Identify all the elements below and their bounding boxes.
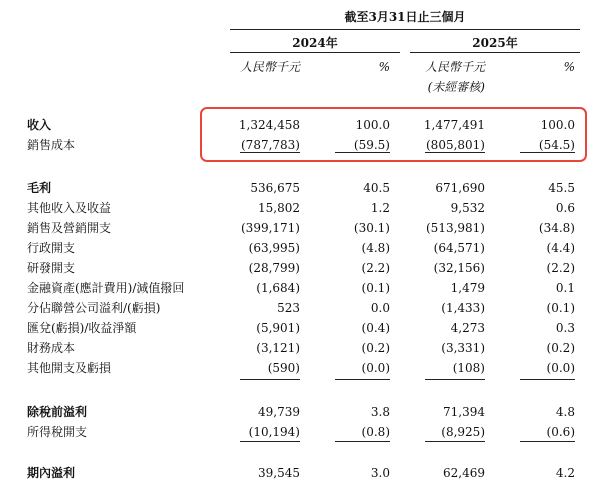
year-2024-header: 2024年 bbox=[292, 36, 338, 50]
row-financial-assets-pct-2024: (0.1) bbox=[361, 281, 390, 295]
row-income-tax-label: 所得稅開支 bbox=[27, 425, 88, 439]
row-other-expenses-value-2025: (108) bbox=[452, 361, 485, 375]
row-selling-expenses-pct-2024: (30.1) bbox=[353, 221, 390, 235]
row-profit-before-tax-pct-2024: 3.8 bbox=[370, 405, 390, 419]
row-gross-profit-pct-2024: 40.5 bbox=[363, 181, 390, 195]
row-rd-expenses-label: 研發開支 bbox=[27, 261, 76, 275]
row-gross-profit-pct-2025: 45.5 bbox=[548, 181, 575, 195]
row-financial-assets-pct-2025: 0.1 bbox=[555, 281, 575, 295]
row-admin-expenses-label: 行政開支 bbox=[27, 241, 76, 255]
row-admin-expenses-value-2024: (63,995) bbox=[248, 241, 300, 255]
underline-tax-p2025 bbox=[520, 441, 575, 442]
row-admin-expenses-value-2025: (64,571) bbox=[433, 241, 485, 255]
unit-pct-2025: % bbox=[563, 60, 575, 74]
row-rd-expenses-value-2024: (28,799) bbox=[248, 261, 300, 275]
period-header: 截至3月31日止三個月 bbox=[344, 10, 466, 24]
row-revenue-pct-2024: 100.0 bbox=[355, 118, 390, 132]
revenue-highlight-box bbox=[200, 107, 587, 162]
unit-pct-2024: % bbox=[378, 60, 390, 74]
row-share-of-associates-value-2025: (1,433) bbox=[441, 301, 485, 315]
row-income-tax-pct-2025: (0.6) bbox=[546, 425, 575, 439]
underline-other-expenses-v2024 bbox=[240, 379, 300, 380]
year-2024-underline bbox=[230, 52, 400, 53]
period-underline bbox=[230, 29, 580, 30]
row-finance-costs-value-2024: (3,121) bbox=[256, 341, 300, 355]
row-selling-expenses-value-2025: (513,981) bbox=[426, 221, 485, 235]
row-exchange-label: 匯兌(虧損)/收益淨額 bbox=[27, 321, 137, 335]
row-gross-profit-value-2025: 671,690 bbox=[435, 181, 485, 195]
underline-other-expenses-p2025 bbox=[520, 379, 575, 380]
row-profit-for-period-value-2024: 39,545 bbox=[258, 466, 300, 480]
row-revenue-value-2025: 1,477,491 bbox=[423, 118, 485, 132]
row-financial-assets-value-2025: 1,479 bbox=[450, 281, 485, 295]
underline-other-expenses-v2025 bbox=[425, 379, 485, 380]
row-exchange-pct-2025: 0.3 bbox=[555, 321, 575, 335]
row-exchange-value-2024: (5,901) bbox=[256, 321, 300, 335]
row-profit-for-period-label: 期內溢利 bbox=[27, 466, 76, 480]
row-income-tax-value-2025: (8,925) bbox=[441, 425, 485, 439]
row-other-income-pct-2024: 1.2 bbox=[370, 201, 390, 215]
row-other-income-value-2025: 9,532 bbox=[450, 201, 485, 215]
row-admin-expenses-pct-2024: (4.8) bbox=[361, 241, 390, 255]
unit-rmb-2025: 人民幣千元 bbox=[424, 60, 485, 74]
row-profit-for-period-pct-2024: 3.0 bbox=[370, 466, 390, 480]
row-cost-of-sales-value-2025: (805,801) bbox=[426, 138, 485, 152]
row-other-income-value-2024: 15,802 bbox=[258, 201, 300, 215]
row-exchange-value-2025: 4,273 bbox=[450, 321, 485, 335]
row-other-expenses-value-2024: (590) bbox=[267, 361, 300, 375]
row-cost-of-sales-pct-2025: (54.5) bbox=[538, 138, 575, 152]
row-share-of-associates-pct-2025: (0.1) bbox=[546, 301, 575, 315]
row-selling-expenses-pct-2025: (34.8) bbox=[538, 221, 575, 235]
row-finance-costs-label: 財務成本 bbox=[27, 341, 76, 355]
row-profit-before-tax-pct-2025: 4.8 bbox=[555, 405, 575, 419]
row-other-expenses-pct-2024: (0.0) bbox=[361, 361, 390, 375]
row-share-of-associates-value-2024: 523 bbox=[277, 301, 300, 315]
row-financial-assets-label: 金融資產(應計費用)/減值撥回 bbox=[27, 281, 185, 295]
underline-tax-v2025 bbox=[425, 441, 485, 442]
year-2025-underline bbox=[410, 52, 580, 53]
row-profit-before-tax-value-2025: 71,394 bbox=[443, 405, 485, 419]
underline-other-expenses-p2024 bbox=[335, 379, 390, 380]
row-other-income-pct-2025: 0.6 bbox=[555, 201, 575, 215]
row-selling-expenses-label: 銷售及營銷開支 bbox=[27, 221, 112, 235]
row-selling-expenses-value-2024: (399,171) bbox=[241, 221, 300, 235]
row-admin-expenses-pct-2025: (4.4) bbox=[546, 241, 575, 255]
row-other-expenses-label: 其他開支及虧損 bbox=[27, 361, 112, 375]
row-other-expenses-pct-2025: (0.0) bbox=[546, 361, 575, 375]
underline-tax-v2024 bbox=[240, 441, 300, 442]
row-finance-costs-value-2025: (3,331) bbox=[441, 341, 485, 355]
row-rd-expenses-pct-2025: (2.2) bbox=[546, 261, 575, 275]
row-profit-before-tax-label: 除稅前溢利 bbox=[27, 405, 88, 419]
row-profit-for-period-value-2025: 62,469 bbox=[443, 466, 485, 480]
row-revenue-value-2024: 1,324,458 bbox=[238, 118, 300, 132]
row-finance-costs-pct-2025: (0.2) bbox=[546, 341, 575, 355]
row-income-tax-pct-2024: (0.8) bbox=[361, 425, 390, 439]
row-finance-costs-pct-2024: (0.2) bbox=[361, 341, 390, 355]
row-exchange-pct-2024: (0.4) bbox=[361, 321, 390, 335]
row-share-of-associates-pct-2024: 0.0 bbox=[370, 301, 390, 315]
row-rd-expenses-pct-2024: (2.2) bbox=[361, 261, 390, 275]
row-revenue-label: 收入 bbox=[27, 118, 52, 132]
row-profit-for-period-pct-2025: 4.2 bbox=[555, 466, 575, 480]
row-profit-before-tax-value-2024: 49,739 bbox=[258, 405, 300, 419]
underline-tax-p2024 bbox=[335, 441, 390, 442]
row-gross-profit-label: 毛利 bbox=[27, 181, 52, 195]
row-other-income-label: 其他收入及收益 bbox=[27, 201, 112, 215]
row-cost-of-sales-label: 銷售成本 bbox=[27, 138, 76, 152]
row-gross-profit-value-2024: 536,675 bbox=[250, 181, 300, 195]
unit-rmb-2024: 人民幣千元 bbox=[239, 60, 300, 74]
year-2025-header: 2025年 bbox=[472, 36, 518, 50]
row-revenue-pct-2025: 100.0 bbox=[540, 118, 575, 132]
row-income-tax-value-2024: (10,194) bbox=[248, 425, 300, 439]
row-share-of-associates-label: 分佔聯營公司溢利/(虧損) bbox=[27, 301, 161, 315]
unaudited-note: (未經審核) bbox=[427, 80, 485, 94]
row-rd-expenses-value-2025: (32,156) bbox=[433, 261, 485, 275]
row-cost-of-sales-value-2024: (787,783) bbox=[241, 138, 300, 152]
row-cost-of-sales-pct-2024: (59.5) bbox=[353, 138, 390, 152]
row-financial-assets-value-2024: (1,684) bbox=[256, 281, 300, 295]
